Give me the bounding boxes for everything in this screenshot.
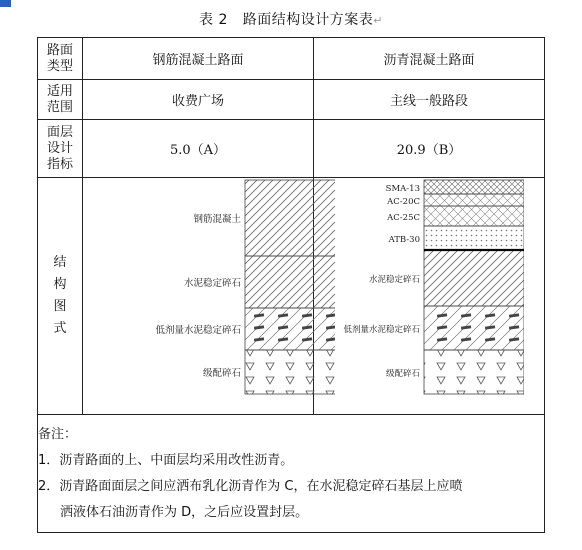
layer-block (424, 350, 524, 394)
notes-cell (38, 415, 545, 533)
cell-design-a: 5.0（A） (83, 120, 314, 178)
label-text: 适用 范围 (46, 83, 73, 115)
diagram-concrete-layers (83, 178, 335, 410)
label-text: 结 构 图 式 (53, 255, 67, 336)
notes-heading: 备注： (38, 426, 78, 442)
label-text: 面层 设计 指标 (46, 124, 73, 172)
structure-diagram-a (83, 178, 314, 415)
layer-label: 水泥稳定碎石 (368, 275, 420, 285)
cell-type-a: 钢筋混凝土路面 (83, 38, 314, 80)
caption-title: 路面结构设计方案表 (242, 12, 374, 28)
table-caption (0, 9, 582, 29)
row-design-index (38, 120, 545, 178)
layer-block (424, 306, 524, 350)
label-structure (38, 178, 83, 415)
layer-label: 低剂量水泥稳定碎石 (155, 325, 241, 336)
note-item-2: 2．沥青路面面层之间应洒布乳化沥青作为 C，在水泥稳定碎石基层上应喷 (38, 478, 463, 494)
layer-label: 水泥稳定碎石 (183, 278, 241, 289)
layer-label: AC-25C (387, 213, 420, 223)
layer-block (424, 180, 524, 194)
paragraph-mark: ↵ (373, 14, 383, 27)
layer-label: SMA-13 (385, 184, 420, 194)
layer-label: 级配碎石 (385, 369, 420, 379)
layer-label: ATB-30 (388, 235, 420, 245)
row-pavement-type (38, 38, 545, 80)
layer-label: 低剂量水泥稳定碎石 (343, 325, 420, 335)
label-text: 路面 类型 (46, 42, 73, 74)
layer-label: AC-20C (387, 197, 420, 207)
layer-block (424, 226, 524, 250)
structure-diagram-b (314, 178, 545, 415)
note-item-1: 1．沥青路面的上、中面层均采用改性沥青。 (38, 452, 294, 468)
row-scope (38, 80, 545, 120)
cell-scope-b: 主线一般路段 (314, 80, 545, 120)
selection-marker (0, 0, 11, 7)
row-notes (38, 415, 545, 533)
layer-label: 级配碎石 (202, 368, 241, 379)
layer-label: 钢筋混凝土 (193, 214, 241, 225)
layer-block (424, 250, 524, 306)
label-pavement-type (38, 38, 83, 80)
row-structure (38, 178, 545, 415)
label-design-index (38, 120, 83, 178)
diagram-asphalt-layers (314, 178, 524, 410)
pavement-design-table (37, 37, 545, 533)
cell-scope-a: 收费广场 (83, 80, 314, 120)
caption-number: 表 2 (199, 12, 228, 28)
note-item-2-cont: 洒液体石油沥青作为 D，之后应设置封层。 (60, 504, 309, 520)
cell-design-b: 20.9（B） (314, 120, 545, 178)
label-scope (38, 80, 83, 120)
layer-block (424, 206, 524, 226)
layer-block (424, 194, 524, 206)
cell-type-b: 沥青混凝土路面 (314, 38, 545, 80)
